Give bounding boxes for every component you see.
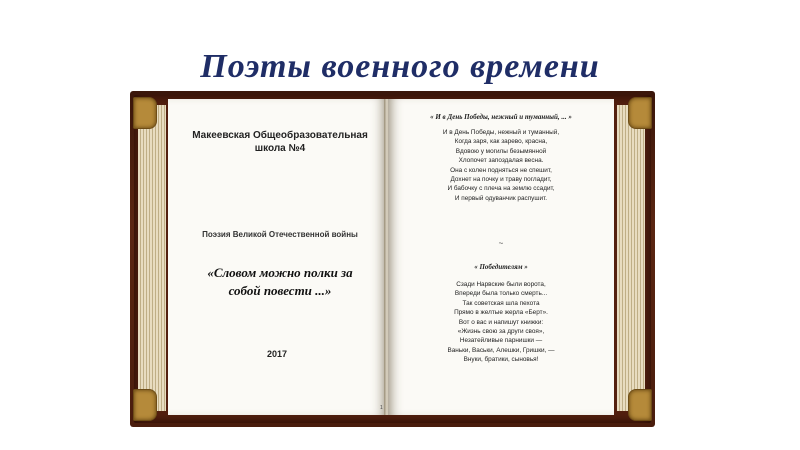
poem-line: Дохнет на почку и траву погладит, — [450, 176, 552, 184]
poem-line: Так советская шла пехота — [462, 299, 540, 307]
brass-corner-icon — [133, 389, 157, 421]
poem-line: Хлопочет запоздалая весна. — [458, 157, 544, 165]
quote-line-1: «Словом можно полки за — [207, 265, 353, 280]
brass-corner-icon — [133, 97, 157, 129]
slide-title: Поэты военного времени — [200, 48, 600, 85]
poem-line: Вот о вас и напишут книжки: — [458, 318, 544, 326]
epigraph-quote — [176, 264, 384, 300]
school-name — [180, 129, 380, 155]
collection-subtitle: Поэзия Великой Отечественной войны — [202, 230, 358, 239]
poem-2-title: « Победителям » — [474, 263, 528, 271]
year-label: 2017 — [266, 349, 288, 359]
poem-line: «Жизнь свою за други своя», — [457, 328, 545, 336]
right-page-stack — [617, 105, 645, 411]
poem-line: Прямо в желтые жерла «Берт». — [454, 309, 548, 317]
poem-1-text — [394, 128, 608, 203]
quote-line-2: собой повести ...» — [228, 283, 332, 298]
poem-line: И в День Победы, нежный и туманный, — [442, 129, 560, 136]
poem-separator: ~ — [498, 239, 504, 248]
poem-line: Внуки, братики, сыновья! — [463, 356, 539, 364]
brass-corner-icon — [628, 97, 652, 129]
poem-line: Сзади Нарвские были ворота, — [456, 281, 546, 288]
poem-line: Вдовою у могилы безымянной — [455, 147, 547, 155]
poem-line: Незатейливые парнишки — — [459, 337, 543, 345]
left-page-stack — [138, 105, 166, 411]
right-page — [388, 99, 614, 415]
left-page — [168, 99, 386, 415]
poem-1-title: « И в День Победы, нежный и туманный, ... » — [430, 113, 572, 121]
poem-line: Ваньки, Васьки, Алешки, Гришки, — — [447, 346, 555, 354]
poem-line: И бабочку с плеча на землю ссадит, — [447, 185, 555, 193]
poem-line: Когда заря, как зарево, красна, — [454, 138, 548, 146]
school-name-line-2: школа №4 — [254, 143, 306, 154]
page-number: 1 — [380, 405, 383, 411]
poem-line: Она с колен подняться не спешит, — [450, 166, 552, 174]
brass-corner-icon — [628, 389, 652, 421]
school-name-line-1: Макеевская Общеобразовательная — [192, 130, 368, 141]
poem-2-text — [394, 280, 608, 365]
open-book-image — [130, 91, 655, 427]
poem-line: И первый одуванчик распушит. — [454, 194, 548, 202]
poem-line: Впереди была только смерть... — [454, 290, 548, 298]
